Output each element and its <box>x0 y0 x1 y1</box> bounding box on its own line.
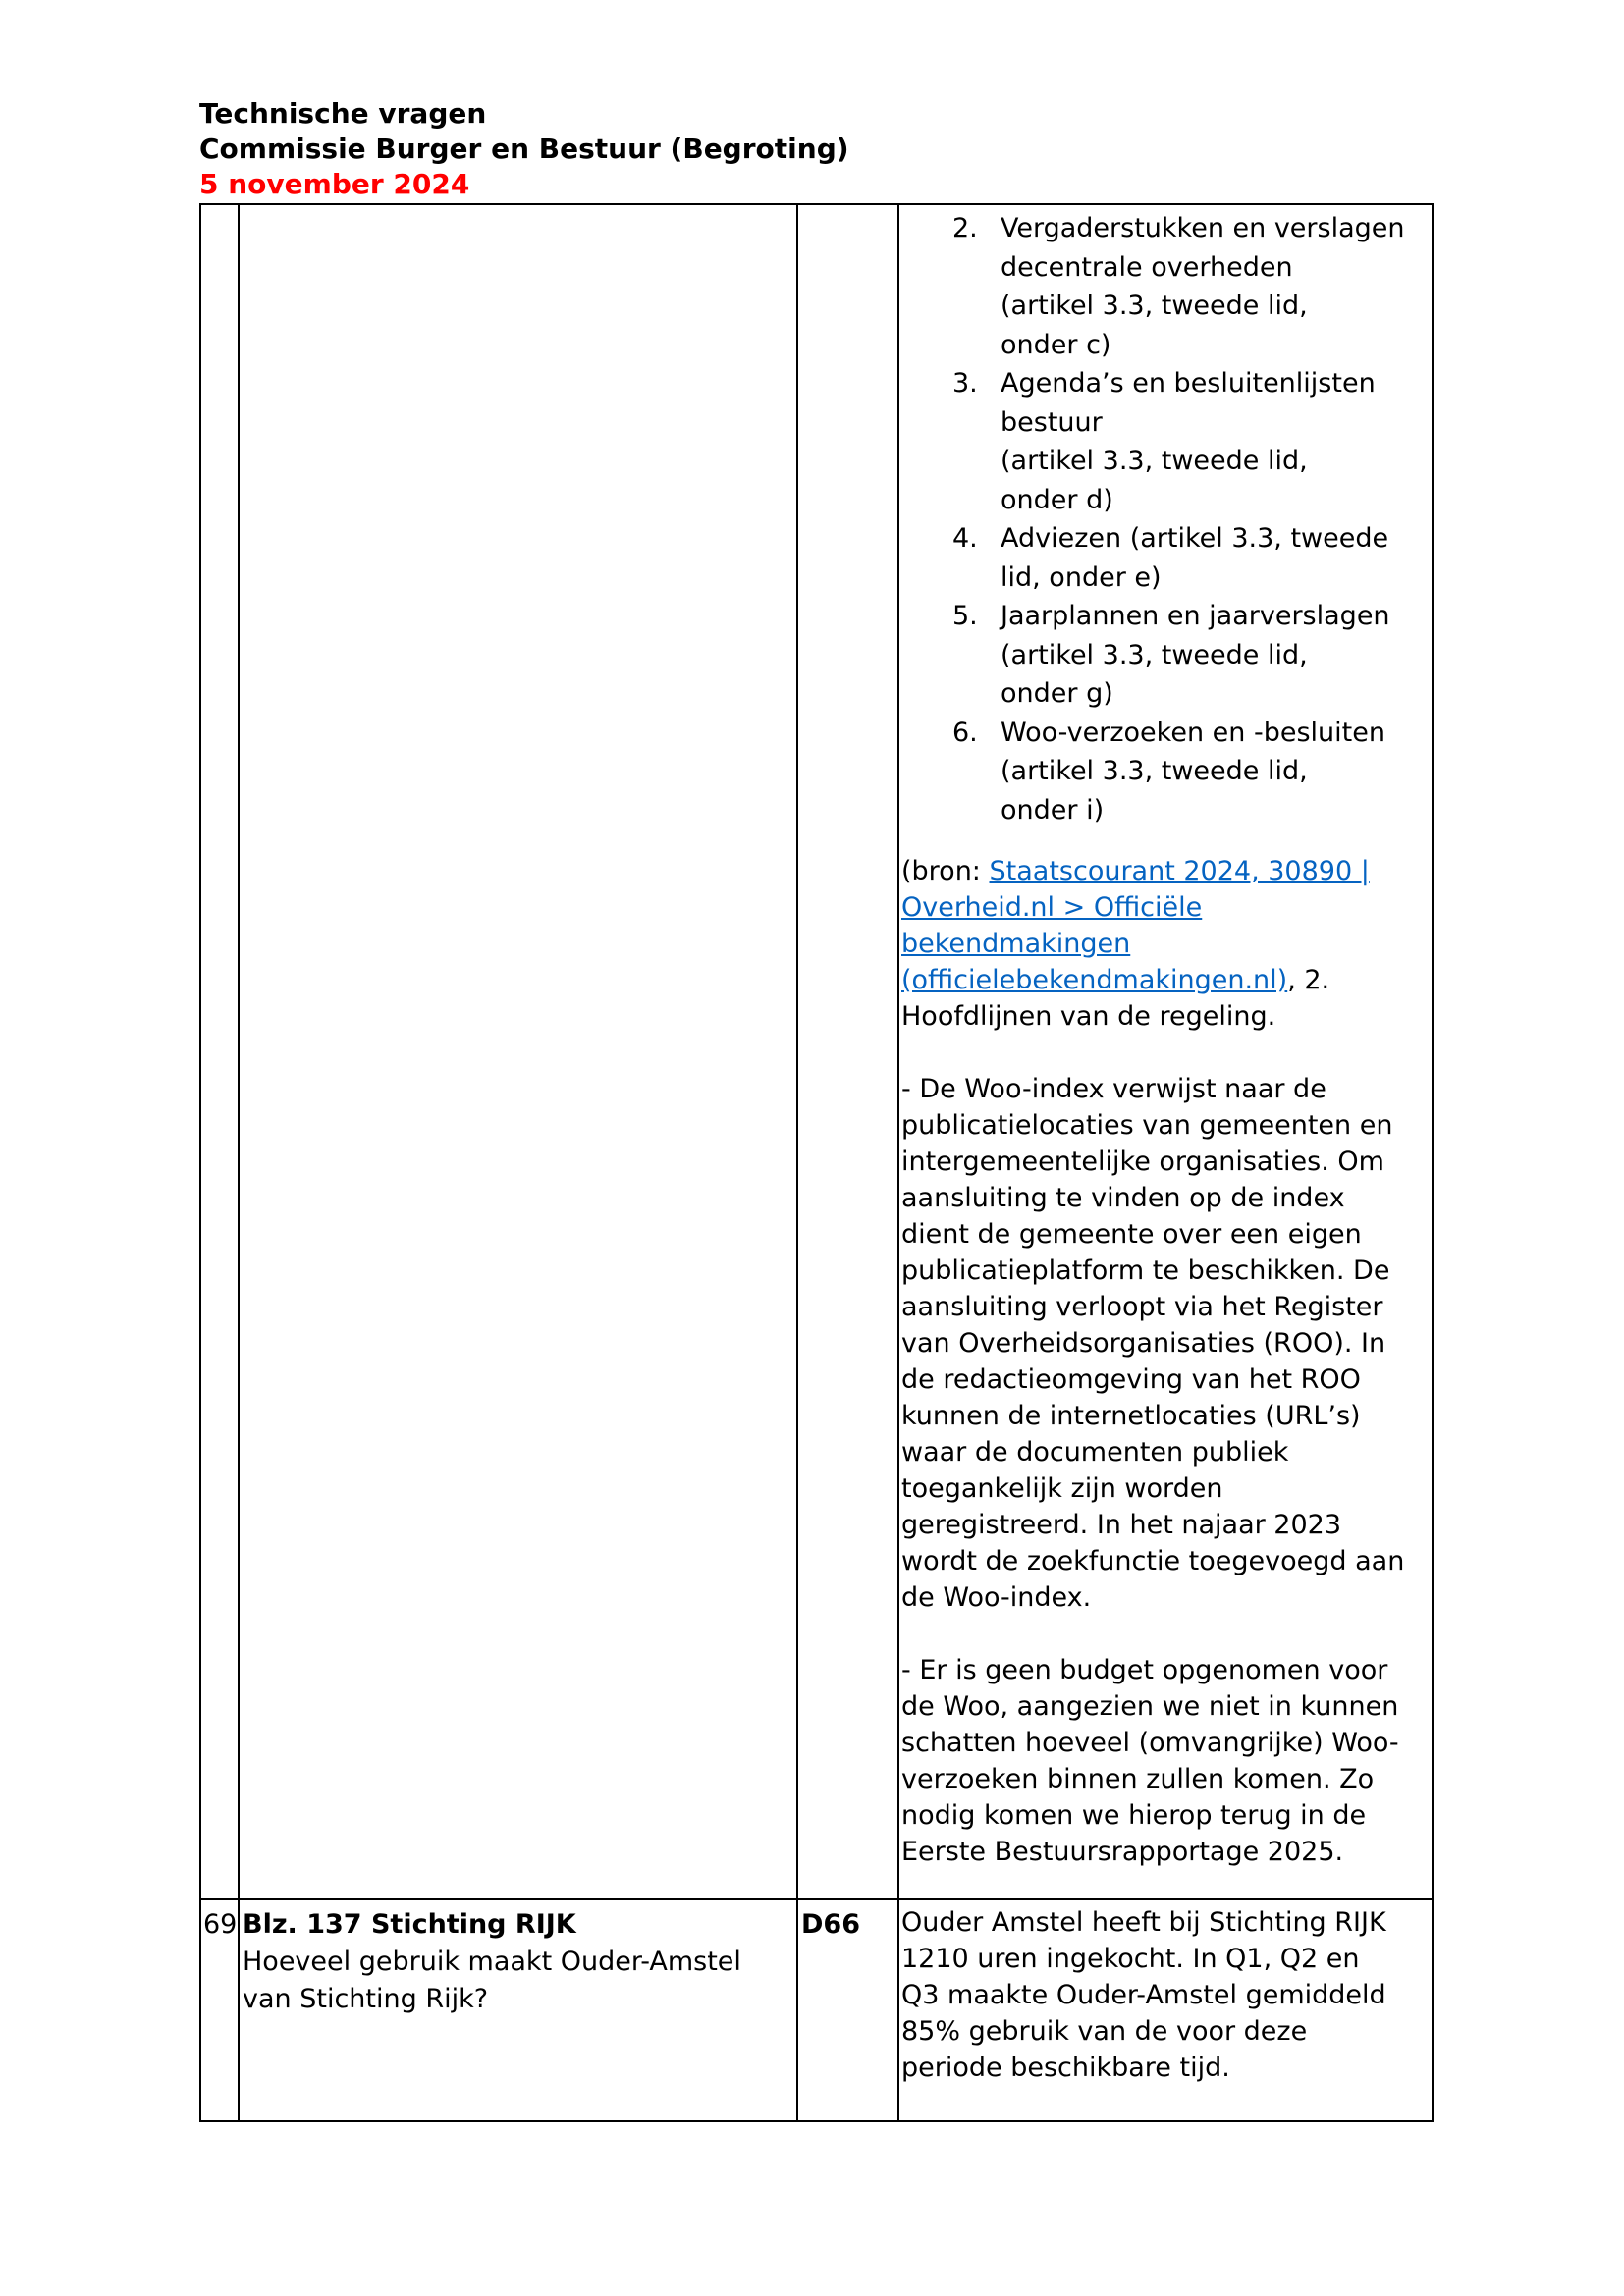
answer-text: periode beschikbare tijd. <box>901 2053 1230 2083</box>
question-text: Hoeveel gebruik maakt Ouder-Amstel <box>243 1947 741 1977</box>
committee-title: Commissie Burger en Bestuur (Begroting) <box>199 133 849 165</box>
question-title: Blz. 137 Stichting RIJK <box>243 1909 576 1940</box>
answer-text: Q3 maakte Ouder-Amstel gemiddeld <box>901 1980 1386 2010</box>
source-link[interactable]: (officielebekendmakingen.nl) <box>901 965 1288 995</box>
question-text: van Stichting Rijk? <box>243 1984 489 2014</box>
questions-table <box>199 203 1434 2122</box>
table-row <box>200 1899 1433 2121</box>
answer-text: 1210 uren ingekocht. In Q1, Q2 en <box>901 1944 1360 1974</box>
meeting-date: 5 november 2024 <box>199 168 470 200</box>
list-item: 4. Adviezen (artikel 3.3, tweede lid, onder e) <box>952 523 1389 593</box>
source-link[interactable]: bekendmakingen <box>901 929 1131 959</box>
question-cell <box>239 1899 797 2121</box>
party-cell <box>797 204 898 1899</box>
list-item: 6. Woo-verzoeken en -besluiten (artikel 3.3, tweede lid, onder i) <box>952 717 1385 826</box>
answer-text: Ouder Amstel heeft bij Stichting RIJK <box>901 1907 1386 1938</box>
answer-cell <box>898 1899 1433 2121</box>
list-item: 2. Vergaderstukken en verslagen decentrale overheden (artikel 3.3, tweede lid, onder c) <box>952 213 1405 360</box>
party-name: D66 <box>797 1899 898 2121</box>
question-number: 69 <box>200 1899 239 2121</box>
list-item: 5. Jaarplannen en jaarverslagen (artikel 3.3, tweede lid, onder g) <box>952 601 1390 709</box>
source-link[interactable]: Staatscourant 2024, 30890 | <box>989 856 1370 886</box>
woo-index-paragraph: - De Woo-index verwijst naar de publicatielocaties van gemeenten en intergemeentelijke organisaties. Om aansluiting te vinden op de index dient de gemeente over een eigen publicatieplatform te beschikken. De aansluiting verloopt via het Register van Overheidsorganisaties (ROO). In de redactieomgeving van het ROO kunnen de internetlocaties (URL’s) waar de documenten publiek toegankelijk zijn worden geregistreerd. In het najaar 2023 wordt de zoekfunctie toegevoegd aan de Woo-index. <box>901 1074 1405 1613</box>
source-paragraph: (bron: Staatscourant 2024, 30890 | Overheid.nl > Officiële bekendmakingen (officielebekendmakingen.nl), 2. Hoofdlijnen van de regeling. <box>901 856 1370 1032</box>
question-number-cell <box>200 204 239 1899</box>
question-cell <box>239 204 797 1899</box>
answer-text: 85% gebruik van de voor deze <box>901 2016 1308 2047</box>
document-header <box>199 96 849 202</box>
answer-cell <box>898 204 1433 1899</box>
publication-categories-list <box>901 209 1430 829</box>
source-link[interactable]: Overheid.nl > Officiële <box>901 892 1203 923</box>
table-row-continued <box>200 204 1433 1899</box>
document-title: Technische vragen <box>199 97 487 130</box>
budget-paragraph: - Er is geen budget opgenomen voor de Woo, aangezien we niet in kunnen schatten hoeveel (omvangrijke) Woo- verzoeken binnen zullen komen. Zo nodig komen we hierop terug in de Eerste Bestuursrapportage 2025. <box>901 1655 1399 1867</box>
list-item: 3. Agenda’s en besluitenlijsten bestuur (artikel 3.3, tweede lid, onder d) <box>952 368 1376 515</box>
